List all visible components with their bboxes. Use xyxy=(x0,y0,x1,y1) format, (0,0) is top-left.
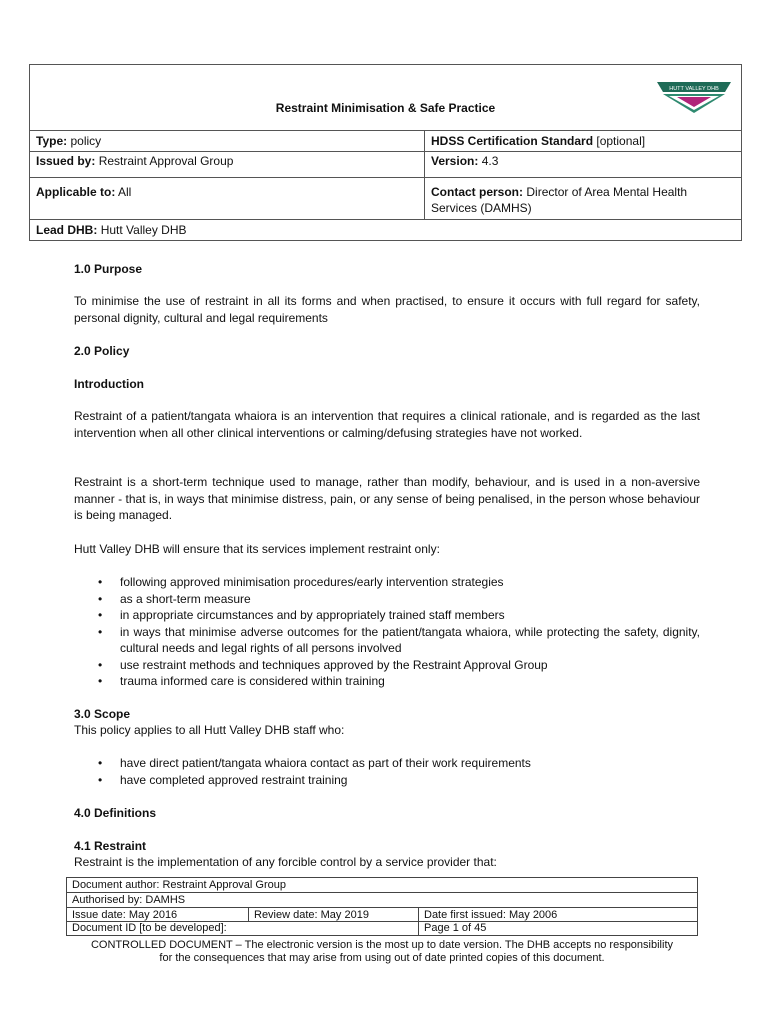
section-purpose-heading: 1.0 Purpose xyxy=(74,262,143,276)
intro-paragraph-3: Hutt Valley DHB will ensure that its services implement restraint only: xyxy=(74,542,440,556)
type-label: Type: xyxy=(36,134,68,148)
header-title-row xyxy=(30,65,741,131)
footer-author: Document author: Restraint Approval Group xyxy=(72,879,287,891)
list-item: • have completed approved restraint training xyxy=(120,772,700,789)
footer-first-issued: Date first issued: May 2006 xyxy=(424,909,558,921)
footer-page-number: Page 1 of 45 xyxy=(424,922,487,934)
logo-text: HUTT VALLEY DHB xyxy=(669,86,719,92)
footer-document-id: Document ID [to be developed]: xyxy=(67,922,419,935)
scope-bullet-list xyxy=(74,755,700,788)
hdss-value: [optional] xyxy=(596,134,646,148)
list-item: • use restraint methods and techniques approved by the Restraint Approval Group xyxy=(120,657,700,674)
scope-text: This policy applies to all Hutt Valley DHB staff who: xyxy=(74,723,345,737)
document-header-table xyxy=(29,64,742,241)
header-row-applicable xyxy=(30,178,741,220)
issued-label: Issued by: xyxy=(36,154,96,168)
header-row-type xyxy=(30,131,741,152)
contact-value: Director of Area Mental Health Services (DAMHS) xyxy=(431,185,688,215)
hdss-label: HDSS Certification Standard xyxy=(431,134,594,148)
version-value: 4.3 xyxy=(481,154,499,168)
list-item: • as a short-term measure xyxy=(120,591,700,608)
contact-label: Contact person: xyxy=(431,185,524,199)
applicable-value: All xyxy=(118,185,132,199)
controlled-document-notice: CONTROLLED DOCUMENT – The electronic version is the most up to date version. The DHB accepts no responsibility for the consequences that may arise from using out of date printed copies of this document. xyxy=(90,939,673,964)
policy-bullet-list xyxy=(74,574,700,690)
document-footer-table xyxy=(66,877,698,936)
type-value: policy xyxy=(70,134,102,148)
intro-paragraph-2: Restraint is a short-term technique used to manage, rather than modify, behaviour, and is used in a non-aversive manner - that is, in ways that minimise distress, pain, or any sense of being penalised, in the person whose behaviour is being managed. xyxy=(74,475,700,522)
section-definitions-heading: 4.0 Definitions xyxy=(74,806,157,820)
footer-review-date: Review date: May 2019 xyxy=(249,908,419,921)
hutt-valley-dhb-logo xyxy=(655,79,733,115)
issued-value: Restraint Approval Group xyxy=(98,154,234,168)
restraint-text: Restraint is the implementation of any forcible control by a service provider that: xyxy=(74,855,497,869)
list-item: • in ways that minimise adverse outcomes for the patient/tangata whaiora, while protecting the safety, dignity, cultural needs and legal rights of all persons involved xyxy=(120,624,700,657)
introduction-heading: Introduction xyxy=(74,377,144,391)
list-item: • in appropriate circumstances and by appropriately trained staff members xyxy=(120,607,700,624)
version-label: Version: xyxy=(431,154,479,168)
header-row-issued xyxy=(30,151,741,178)
document-title: Restraint Minimisation & Safe Practice xyxy=(275,101,496,115)
footer-authorised: Authorised by: DAMHS xyxy=(72,894,186,906)
lead-label: Lead DHB: xyxy=(36,223,98,237)
list-item: • trauma informed care is considered within training xyxy=(120,673,700,690)
section-scope-heading: 3.0 Scope xyxy=(74,707,131,721)
applicable-label: Applicable to: xyxy=(36,185,116,199)
list-item: • following approved minimisation procedures/early intervention strategies xyxy=(120,574,700,591)
list-item: • have direct patient/tangata whaiora contact as part of their work requirements xyxy=(120,755,700,772)
intro-paragraph-1: Restraint of a patient/tangata whaiora is an intervention that requires a clinical rationale, and is regarded as the last intervention when all other clinical interventions or calming/defusing strategies have not worked. xyxy=(74,409,700,440)
header-row-lead xyxy=(30,220,741,240)
purpose-text: To minimise the use of restraint in all its forms and when practised, to ensure it occurs with full regard for safety, personal dignity, cultural and legal requirements xyxy=(74,294,700,325)
restraint-heading: 4.1 Restraint xyxy=(74,839,147,853)
section-policy-heading: 2.0 Policy xyxy=(74,344,130,358)
footer-issue-date: Issue date: May 2016 xyxy=(67,908,249,921)
lead-value: Hutt Valley DHB xyxy=(100,223,187,237)
